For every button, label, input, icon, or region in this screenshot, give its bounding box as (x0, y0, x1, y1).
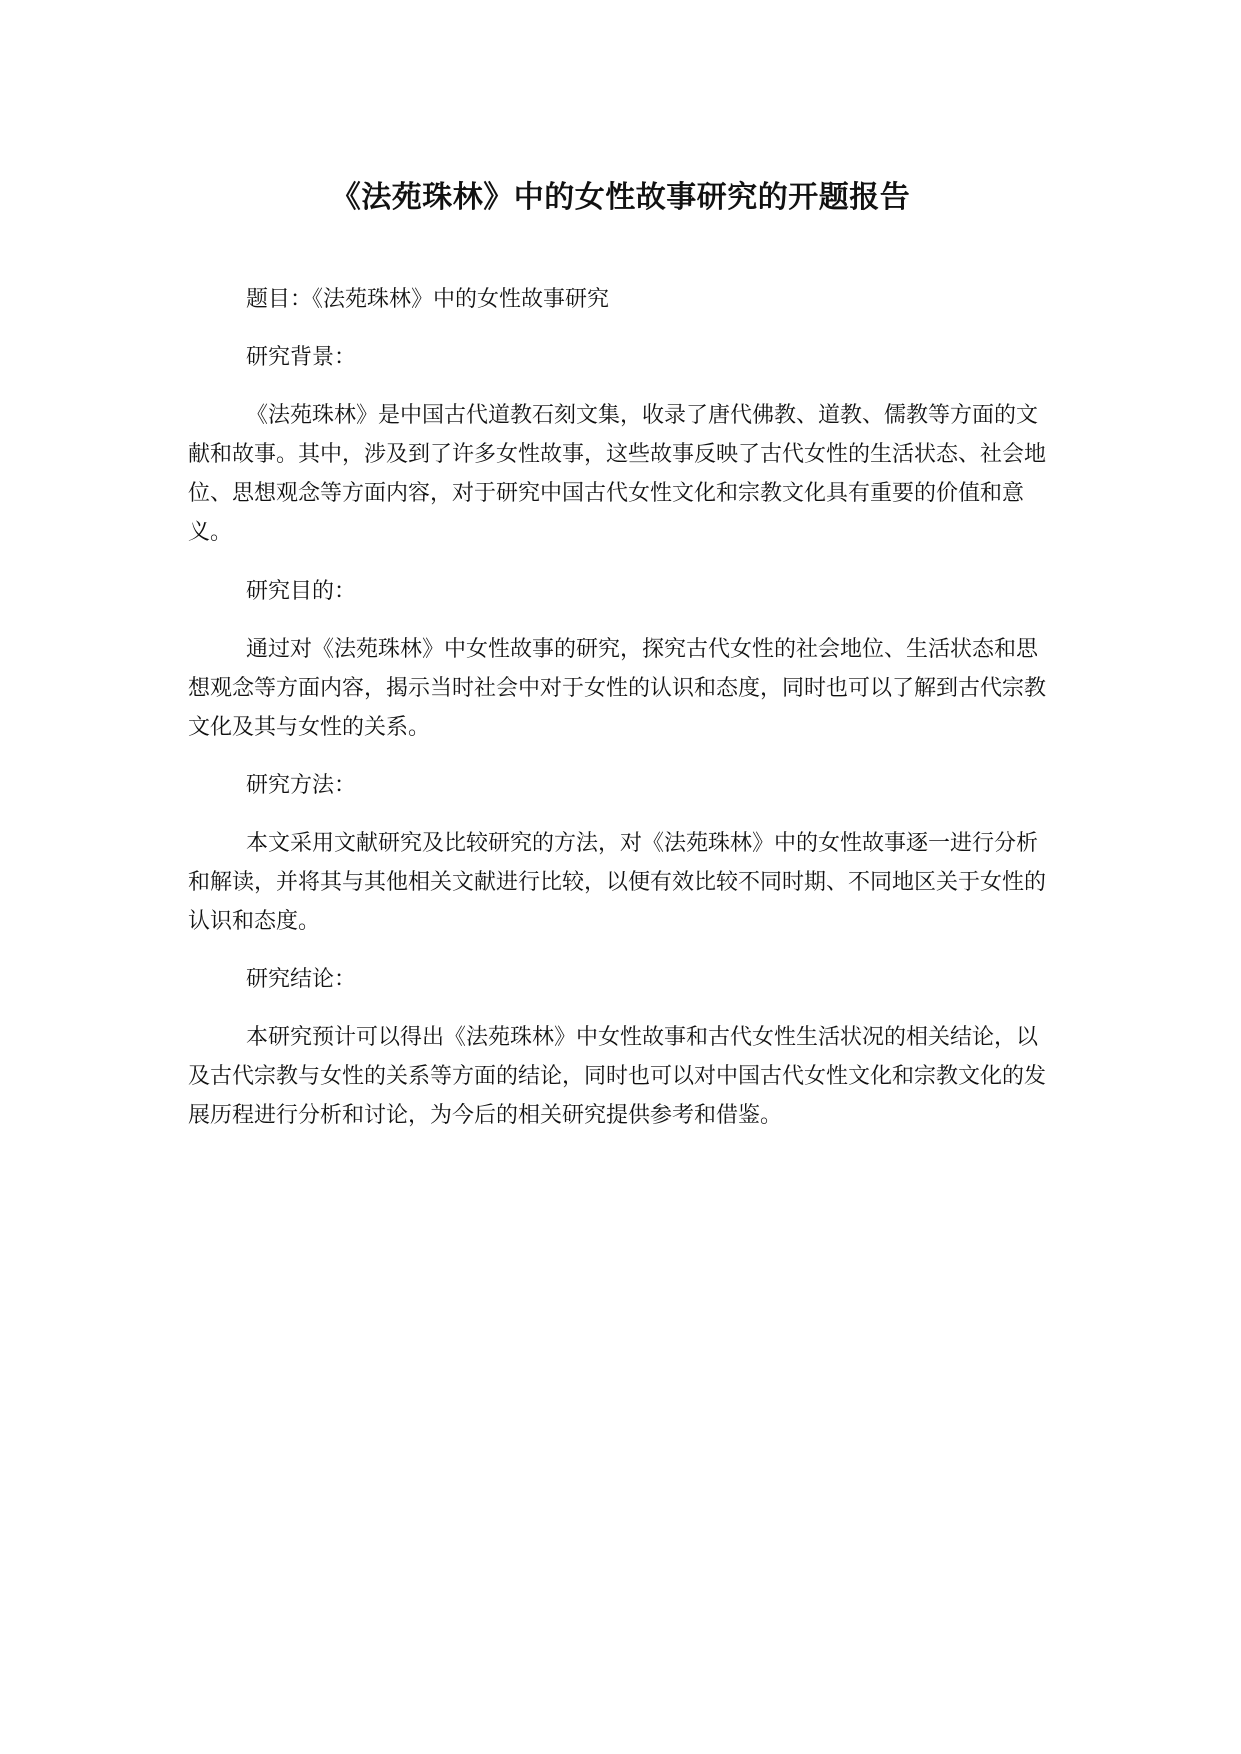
document-title: 《法苑珠林》中的女性故事研究的开题报告 (330, 180, 911, 215)
section-paragraph-purpose: 通过对《法苑珠林》中女性故事的研究，探究古代女性的社会地位、生活状态和思想观念等方面内容，揭示当时社会中对于女性的认识和态度，同时也可以了解到古代宗教文化及其与女性的关系。 (188, 637, 1047, 740)
section-heading-conclusion: 研究结论： (246, 967, 357, 992)
topic-line: 题目：《法苑珠林》中的女性故事研究 (246, 287, 610, 312)
section-heading-method: 研究方法： (246, 773, 357, 798)
section-paragraph-conclusion: 本研究预计可以得出《法苑珠林》中女性故事和古代女性生活状况的相关结论，以及古代宗教与女性的关系等方面的结论，同时也可以对中国古代女性文化和宗教文化的发展历程进行分析和讨论，为今后的相关研究提供参考和借鉴。 (188, 1025, 1047, 1128)
section-heading-purpose: 研究目的： (246, 579, 357, 604)
section-paragraph-background: 《法苑珠林》是中国古代道教石刻文集，收录了唐代佛教、道教、儒教等方面的文献和故事。其中，涉及到了许多女性故事，这些故事反映了古代女性的生活状态、社会地位、思想观念等方面内容，对于研究中国古代女性文化和宗教文化具有重要的价值和意义。 (188, 403, 1047, 545)
section-heading-background: 研究背景： (246, 345, 357, 370)
section-paragraph-method: 本文采用文献研究及比较研究的方法，对《法苑珠林》中的女性故事逐一进行分析和解读，并将其与其他相关文献进行比较，以便有效比较不同时期、不同地区关于女性的认识和态度。 (188, 831, 1047, 934)
